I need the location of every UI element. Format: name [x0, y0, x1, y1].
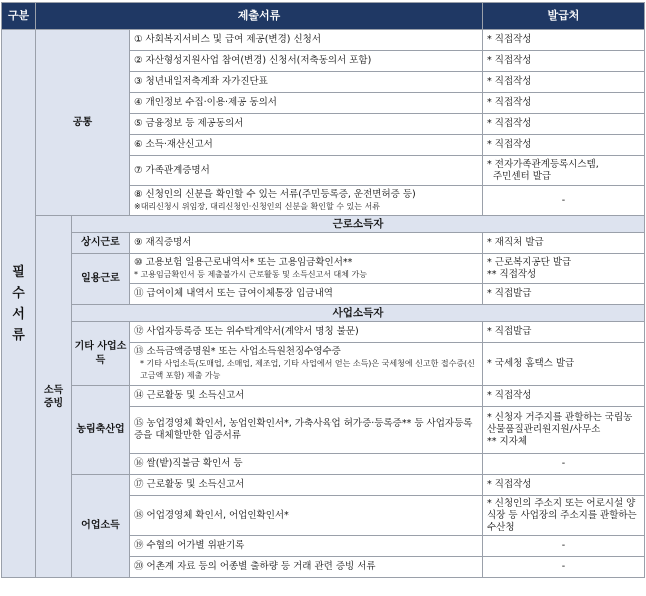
issuer-cell: * 직접작성 [483, 386, 645, 407]
issuer-cell: * 직접발급 [483, 284, 645, 305]
table-row [2, 216, 645, 233]
issuer-line: * 근로복지공단 발급 [487, 256, 572, 268]
issuer-cell: * 직접작성 [483, 72, 645, 93]
issuer-cell: * 국세청 홈택스 발급 [483, 343, 645, 386]
issuer-cell: - [483, 186, 645, 216]
issuer-cell: - [483, 557, 645, 578]
issuer-line: ** 지자체 [487, 436, 528, 447]
doc-cell [130, 254, 483, 284]
doc-cell [130, 343, 483, 386]
doc-cell [130, 186, 483, 216]
doc-cell: ⑨ 재직증명서 [130, 233, 483, 254]
issuer-cell: * 직접작성 [483, 135, 645, 156]
issuer-line: 주민센터 발급 [493, 170, 552, 182]
doc-text: ⑩ 고용보험 일용근로내역서* 또는 고용임금확인서** [134, 256, 353, 268]
doc-cell: ② 자산형성지원사업 참여(변경) 신청서(저축동의서 포함) [130, 51, 483, 72]
issuer-cell: * 직접작성 [483, 51, 645, 72]
header-issuer: 발급처 [483, 3, 645, 30]
issuer-cell: * 직접작성 [483, 93, 645, 114]
issuer-cell: * 신청인의 주소지 또는 어로시설 양식장 등 사업장의 주소지를 관할하는 수산청 [483, 496, 645, 536]
table-row [2, 322, 645, 343]
other-business-label: 기타 사업소득 [72, 322, 130, 386]
issuer-cell: * 재직처 발급 [483, 233, 645, 254]
issuer-line: * 신청자 거주지를 관할하는 국립농산물품질관리원지원/사무소 [487, 412, 633, 435]
issuer-line: ** 직접작성 [487, 268, 537, 280]
doc-cell: ⑱ 어업경영체 확인서, 어업인확인서* [130, 496, 483, 536]
doc-note: ※대리신청시 위임장, 대리신청인·신청인의 신분을 확인할 수 있는 서류 [134, 201, 380, 211]
issuer-cell: * 직접작성 [483, 30, 645, 51]
common-label: 공통 [36, 30, 130, 216]
fishery-label: 어업소득 [72, 475, 130, 578]
table-row [2, 30, 645, 51]
doc-cell: ⑲ 수협의 어가별 위판기록 [130, 536, 483, 557]
doc-cell: ⑯ 쌀(밭)직불금 확인서 등 [130, 454, 483, 475]
doc-cell: ⑦ 가족관계증명서 [130, 156, 483, 186]
doc-cell: ① 사회복지서비스 및 급여 제공(변경) 신청서 [130, 30, 483, 51]
issuer-cell: * 직접작성 [483, 114, 645, 135]
doc-cell: ⑥ 소득·재산신고서 [130, 135, 483, 156]
required-documents-table [1, 2, 645, 578]
daily-work-label: 일용근로 [72, 254, 130, 305]
doc-cell: ⑤ 금융정보 등 제공동의서 [130, 114, 483, 135]
doc-cell: ⑮ 농업경영체 확인서, 농업인확인서*, 가축사육업 허가증·등록증** 등 사업자등록증을 대체할만한 입증서류 [130, 407, 483, 454]
required-docs-label: 필수서류 [2, 30, 36, 578]
issuer-cell [483, 407, 645, 454]
table-row [2, 233, 645, 254]
table-row [2, 305, 645, 322]
issuer-cell: * 직접작성 [483, 475, 645, 496]
doc-note: * 기타 사업소득(도매업, 소매업, 제조업, 기타 사업에서 얻는 소득)은 국세청에 신고한 접수증(신고금액 포함) 제출 가능 [140, 359, 475, 380]
doc-text: ⑧ 신청인의 신분을 확인할 수 있는 서류(주민등록증, 운전면허증 등) [134, 188, 416, 200]
income-proof-label: 소득증빙 [36, 216, 72, 578]
business-income-section: 사업소득자 [72, 305, 645, 322]
issuer-cell: * 직접발급 [483, 322, 645, 343]
header-category: 구분 [2, 3, 36, 30]
table-header-row [2, 3, 645, 30]
table-row [2, 254, 645, 284]
doc-cell: ⑭ 근로활동 및 소득신고서 [130, 386, 483, 407]
farming-label: 농림축산업 [72, 386, 130, 475]
regular-work-label: 상시근로 [72, 233, 130, 254]
doc-cell: ⑰ 근로활동 및 소득신고서 [130, 475, 483, 496]
issuer-cell [483, 156, 645, 186]
table-row [2, 386, 645, 407]
doc-cell: ⑪ 급여이체 내역서 또는 급여이체통장 입금내역 [130, 284, 483, 305]
issuer-line: * 전자가족관계등록시스템, [487, 158, 599, 170]
doc-text: ⑬ 소득금액증명원* 또는 사업소득원천징수영수증 [134, 346, 341, 357]
doc-cell: ⑳ 어촌계 자료 등의 어종별 출하량 등 거래 관련 증빙 서류 [130, 557, 483, 578]
issuer-cell: - [483, 536, 645, 557]
issuer-cell: - [483, 454, 645, 475]
doc-cell: ④ 개인정보 수집·이용·제공 동의서 [130, 93, 483, 114]
doc-cell: ⑫ 사업자등록증 또는 위수탁계약서(계약서 명칭 불문) [130, 322, 483, 343]
issuer-cell [483, 254, 645, 284]
earned-income-section: 근로소득자 [72, 216, 645, 233]
doc-note: * 고용임금확인서 등 제출불가시 근로활동 및 소득신고서 대체 가능 [134, 269, 367, 279]
doc-cell: ③ 청년내일저축계좌 자가진단표 [130, 72, 483, 93]
table-row [2, 475, 645, 496]
header-documents: 제출서류 [36, 3, 483, 30]
